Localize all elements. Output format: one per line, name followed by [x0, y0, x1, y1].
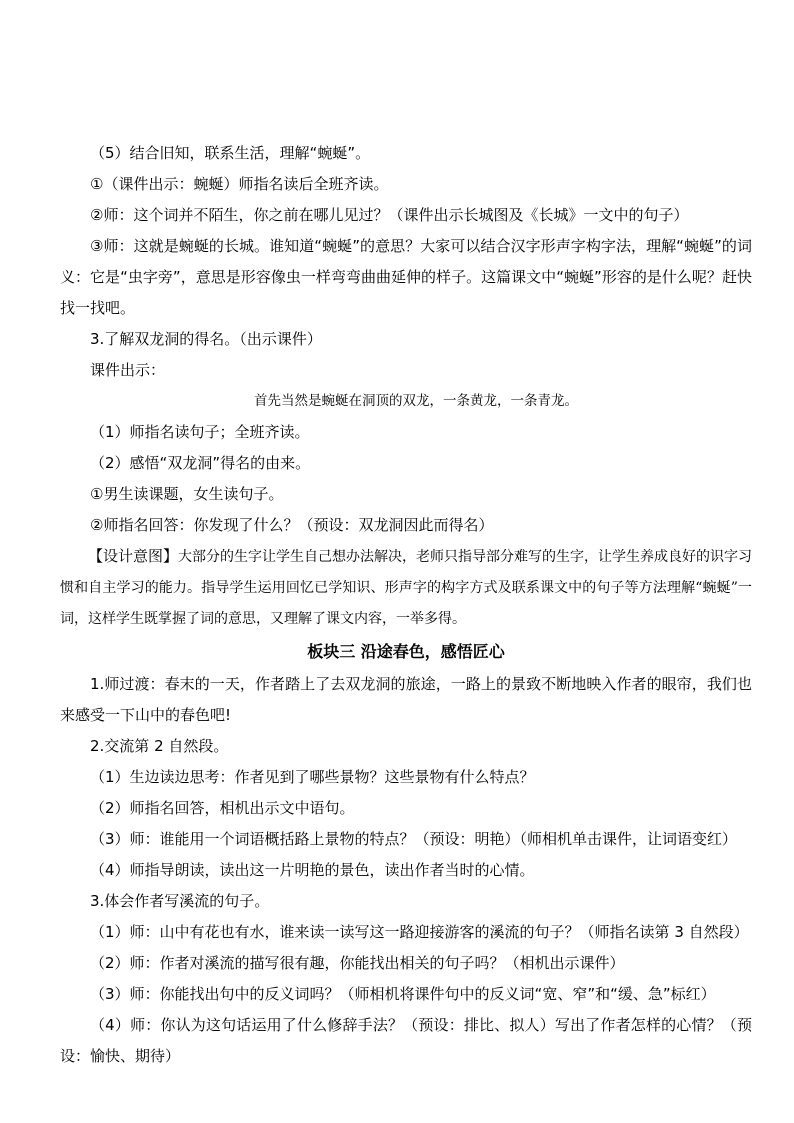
- paragraph: 3.了解双龙洞的得名。（出示课件）: [90, 330, 322, 348]
- paragraph: ①男生读课题，女生读句子。: [90, 485, 284, 503]
- paragraph: （1）生边读边思考：作者见到了哪些景物？这些景物有什么特点？: [90, 768, 535, 786]
- section-heading: 板块三 沿途春色，感悟匠心: [307, 642, 505, 661]
- paragraph: ②师指名回答：你发现了什么？（预设：双龙洞因此而得名）: [90, 516, 494, 534]
- paragraph: 1.师过渡：春末的一天，作者踏上了去双龙洞的旅途，一路上的景致不断地映入作者的眼帘，我们也来感受一下山中的春色吧!: [60, 675, 752, 724]
- paragraph: （3）师：你能找出句中的反义词吗？（师相机将课件句中的反义词“宽、窄”和“缓、急”标红）: [90, 985, 716, 1003]
- paragraph: ②师：这个词并不陌生，你之前在哪儿见过？（课件出示长城图及《长城》一文中的句子）: [90, 206, 689, 224]
- paragraph: （2）师：作者对溪流的描写很有趣，你能找出相关的句子吗？（相机出示课件）: [90, 954, 625, 972]
- courseware-quote: 首先当然是蜿蜒在洞顶的双龙，一条黄龙，一条青龙。: [254, 393, 578, 409]
- paragraph: （4）师指导朗读，读出这一片明艳的景色，读出作者当时的心情。: [90, 861, 535, 879]
- design-intent-tag: 【设计意图】: [88, 547, 179, 565]
- paragraph: 课件出示：: [90, 361, 166, 379]
- paragraph: （1）师：山中有花也有水，谁来读一读写这一路迎接游客的溪流的句子？（师指名读第 3 自然段）: [90, 923, 749, 941]
- paragraph: 2.交流第 2 自然段。: [90, 737, 229, 755]
- paragraph: （4）师：你认为这句话运用了什么修辞手法？（预设：排比、拟人）写出了作者怎样的心情？（预设：愉快、期待）: [60, 1016, 752, 1065]
- paragraph: 3.体会作者写溪流的句子。: [90, 892, 270, 910]
- paragraph: （2）感悟“双龙洞”得名的由来。: [90, 454, 311, 472]
- lesson-content: [60, 138, 752, 1072]
- paragraph: ①（课件出示：蜿蜒）师指名读后全班齐读。: [90, 175, 389, 193]
- paragraph: （3）师：谁能用一个词语概括路上景物的特点？（预设：明艳）（师相机单击课件，让词语变红）: [90, 830, 738, 848]
- paragraph: （1）师指名读句子；全班齐读。: [90, 423, 310, 441]
- design-intent-text: 大部分的生字让学生自己想办法解决，老师只指导部分难写的生字，让学生养成良好的识字习惯和自主学习的能力。指导学生运用回忆已学知识、形声字的构字方式及联系课文中的句子等方法理解“蜿蜒”一词，这样学生既掌握了词的意思，又理解了课文内容，一举多得。: [60, 549, 753, 627]
- paragraph: （2）师指名回答，相机出示文中语句。: [90, 799, 355, 817]
- paragraph: （5）结合旧知，联系生活，理解“蜿蜒”。: [90, 144, 371, 162]
- design-intent: [60, 541, 752, 635]
- paragraph: ③师：这就是蜿蜒的长城。谁知道“蜿蜒”的意思？大家可以结合汉字形声字构字法，理解“蜿蜒”的词义：它是“虫字旁”，意思是形容像虫一样弯弯曲曲延伸的样子。这篇课文中“蜿蜒”形容的是什么呢？赶快找一找吧。: [60, 237, 752, 317]
